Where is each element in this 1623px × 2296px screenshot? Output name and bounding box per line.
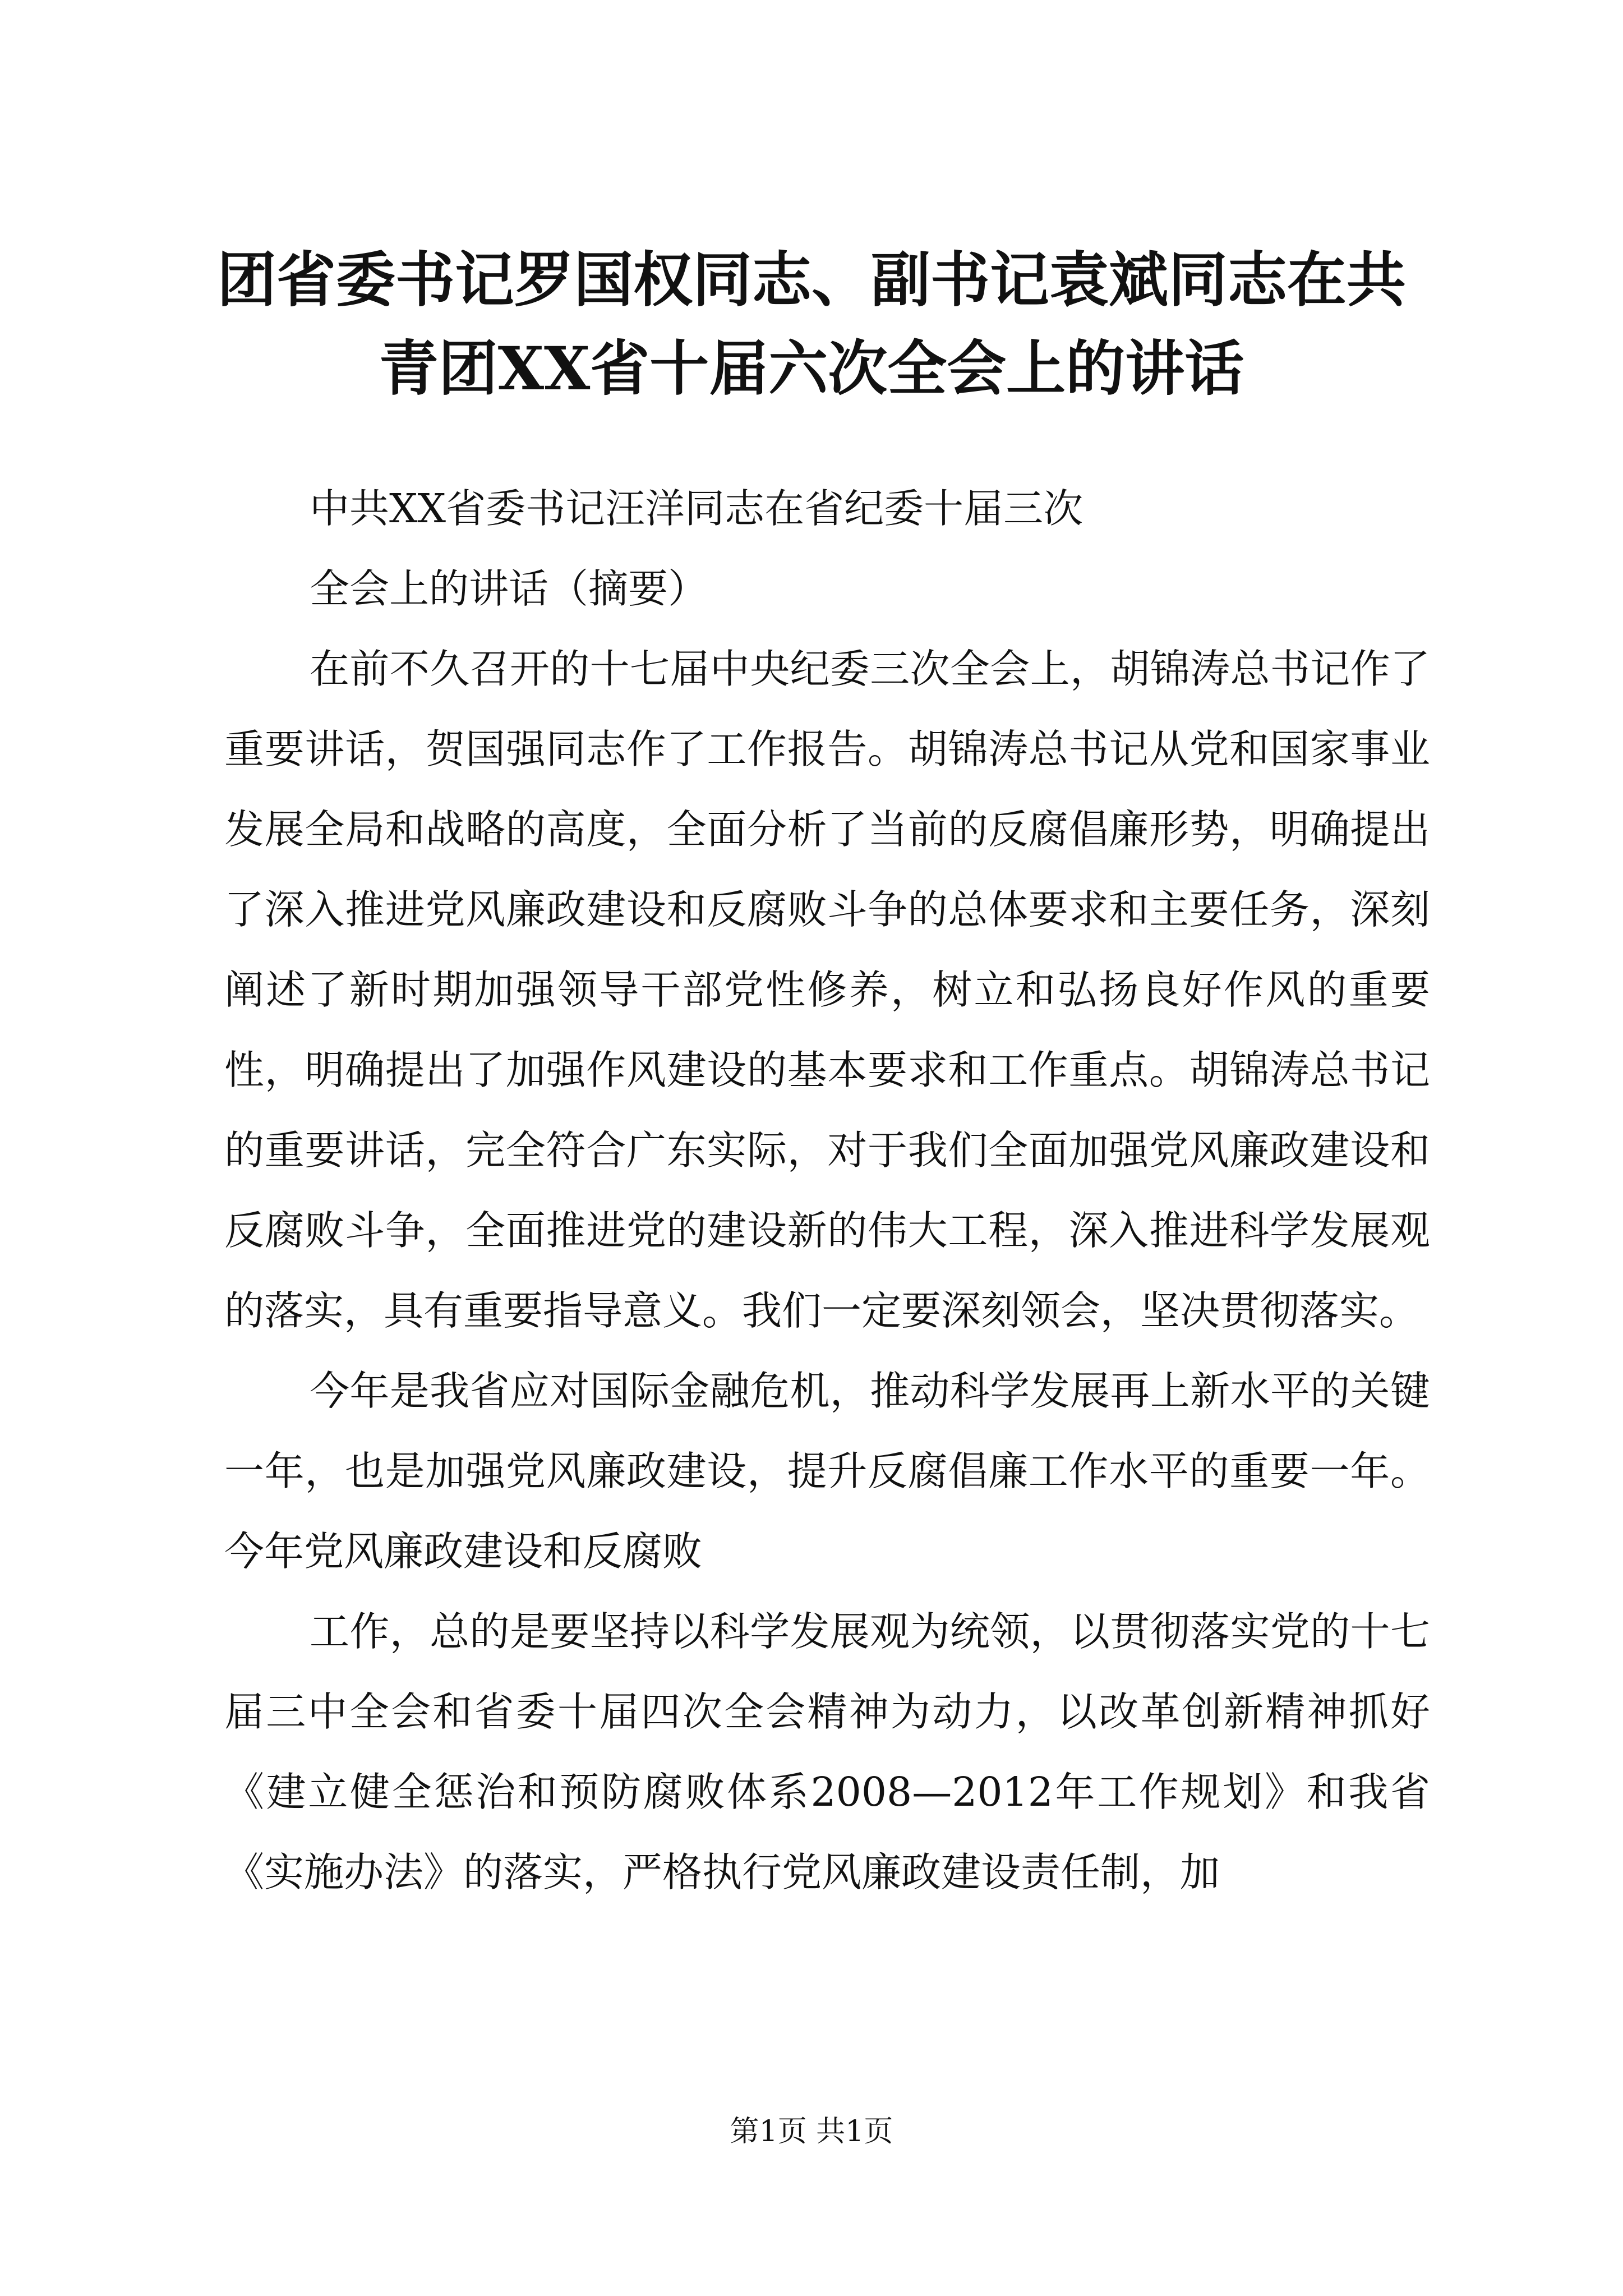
document-body xyxy=(224,468,1430,1912)
title-line-1: 团省委书记罗国权同志、副书记袁斌同志在共 xyxy=(217,245,1406,315)
title-line-2: 青团XX省十届六次全会上的讲话 xyxy=(379,333,1244,403)
paragraph-1: 在前不久召开的十七届中央纪委三次全会上，胡锦涛总书记作了重要讲话，贺国强同志作了工作报告。胡锦涛总书记从党和国家事业发展全局和战略的高度，全面分析了当前的反腐倡廉形势，明确提出了深入推进党风廉政建设和反腐败斗争的总体要求和主要任务，深刻阐述了新时期加强领导干部党性修养，树立和弘扬良好作风的重要性，明确提出了加强作风建设的基本要求和工作重点。胡锦涛总书记的重要讲话，完全符合广东实际，对于我们全面加强党风廉政建设和反腐败斗争，全面推进党的建设新的伟大工程，深入推进科学发展观的落实，具有重要指导意义。我们一定要深刻领会，坚决贯彻落实。 xyxy=(224,646,1430,1334)
paragraph-2: 今年是我省应对国际金融危机，推动科学发展再上新水平的关键一年，也是加强党风廉政建设，提升反腐倡廉工作水平的重要一年。今年党风廉政建设和反腐败 xyxy=(224,1368,1430,1575)
paragraph-3: 工作，总的是要坚持以科学发展观为统领，以贯彻落实党的十七届三中全会和省委十届四次全会精神为动力，以改革创新精神抓好《建立健全惩治和预防腐败体系2008—2012年工作规划》和我省《实施办法》的落实，严格执行党风廉政建设责任制，加 xyxy=(224,1608,1430,1895)
page-number-footer: 第1页 共1页 xyxy=(730,2115,893,2148)
document-title xyxy=(168,236,1455,413)
paragraph-subtitle-1: 中共XX省委书记汪洋同志在省纪委十届三次 xyxy=(310,485,1083,532)
paragraph-subtitle-2: 全会上的讲话（摘要） xyxy=(310,565,708,612)
